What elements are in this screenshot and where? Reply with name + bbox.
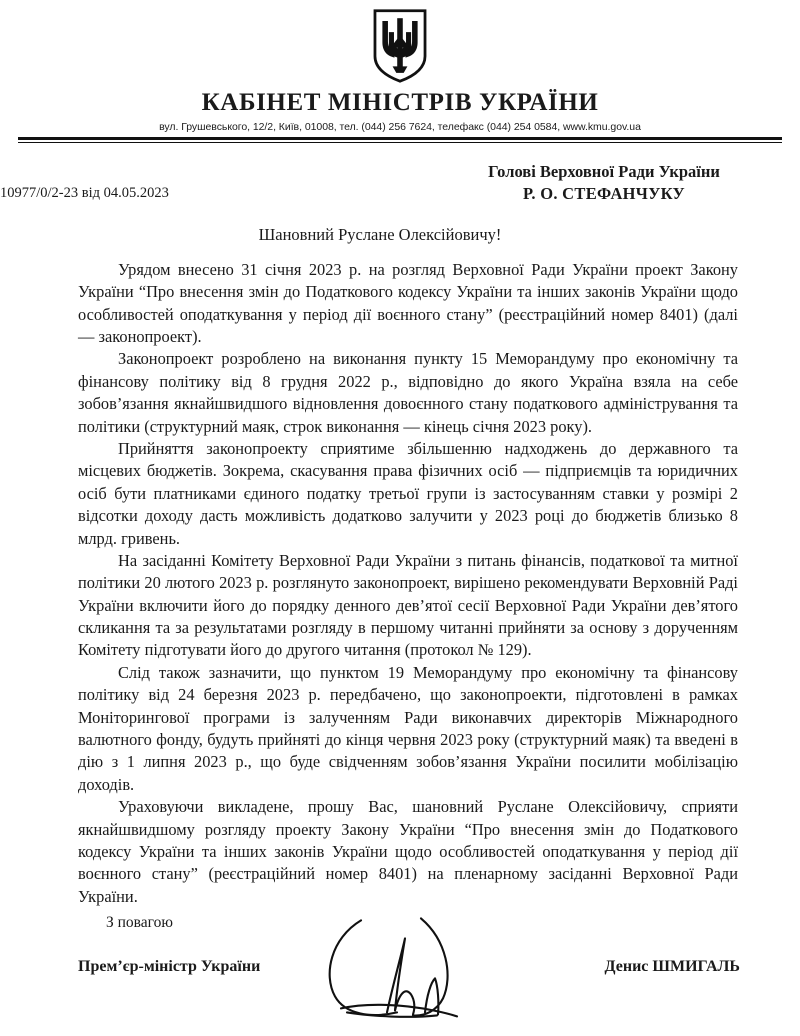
- handwritten-signature: [301, 916, 501, 1026]
- body-paragraph: Ураховуючи викладене, прошу Вас, шановний Руслане Олексійовичу, сприяти якнайшвидшому розгляду проекту Закону України “Про внесення змін до Податкового кодексу України та інших законів України щодо особливостей оподаткування у період дії воєнного стану” (реєстраційний номер 8401) на пленарному засіданні Верховної Ради України.: [78, 797, 738, 906]
- signer-position: Прем’єр-міністр України: [78, 958, 261, 975]
- ukraine-trident-coat-of-arms-icon: [372, 8, 428, 84]
- body-paragraph: Слід також зазначити, що пунктом 19 Меморандуму про економічну та фінансову політику від 24 березня 2023 р. передбачено, що законопроекти, підготовлені в рамках Моніторингової програми із залученням Ради виконавчих директорів Міжнародного валютного фонду, будуть прийняті до кінця червня 2023 року (структурний маяк) та введені в дію з 1 липня 2023 р., що буде свідченням зобов’язання України посилити мобілізацію доходів.: [78, 662, 738, 794]
- registration-number: 10977/0/2-23 від 04.05.2023: [0, 184, 169, 201]
- body-paragraph: Урядом внесено 31 січня 2023 р. на розгляд Верховної Ради України проект Закону України “Про внесення змін до Податкового кодексу України та інших законів України щодо особливостей оподаткування у період дії воєнного стану” (реєстраційний номер 8401) (далі — законопроект).: [78, 259, 738, 346]
- letter-body: [0, 259, 800, 908]
- letterhead-divider: [0, 137, 800, 143]
- body-paragraph: На засіданні Комітету Верховної Ради України з питань фінансів, податкової та митної політики 20 лютого 2023 р. розглянуто законопроект, вирішено рекомендувати Верховній Раді України включити його до порядку денного дев’ятої сесії Верховної Ради України дев’ятого скликання та за результатами розгляду в першому читанні прийняти за основу з дорученням Комітету підготувати його до другого читання (протокол № 129).: [78, 550, 738, 660]
- signature-row: [78, 958, 740, 976]
- addressee: [454, 161, 754, 205]
- addressee-name: Р. О. СТЕФАНЧУКУ: [523, 183, 685, 203]
- closing-regards: З повагою: [106, 914, 173, 931]
- body-paragraph: Прийняття законопроекту сприятиме збільшенню надходжень до державного та місцевих бюджетів. Зокрема, скасування права фізичних осіб — підприємців та юридичних осіб бути платниками єдиного податку третьої групи із застосуванням ставки у розмірі 2 відсотки доходу дасть можливість додатково залучити у 2023 році до бюджетів близько 8 млрд. гривень.: [78, 438, 738, 548]
- signer-name: Денис ШМИГАЛЬ: [604, 958, 740, 975]
- organization-address: вул. Грушевського, 12/2, Київ, 01008, тел. (044) 256 7624, телефакс (044) 254 0584, www.kmu.gov.ua: [159, 121, 641, 134]
- salutation: Шановний Руслане Олексійовичу!: [258, 224, 502, 244]
- addressee-title: Голові Верховної Ради України: [488, 161, 720, 181]
- addressee-block: [0, 161, 800, 207]
- signature-block: [0, 914, 800, 976]
- letterhead: [0, 0, 800, 143]
- body-paragraph: Законопроект розроблено на виконання пункту 15 Меморандуму про економічну та фінансову політику від 8 грудня 2022 р., відповідно до якого Україна взяла на себе зобов’язання якнайшвидшого відновлення довоєнного стану податкового адміністрування та політики (структурний маяк, строк виконання — кінець січня 2023 року).: [78, 349, 738, 436]
- organization-title: КАБІНЕТ МІНІСТРІВ УКРАЇНИ: [201, 89, 599, 116]
